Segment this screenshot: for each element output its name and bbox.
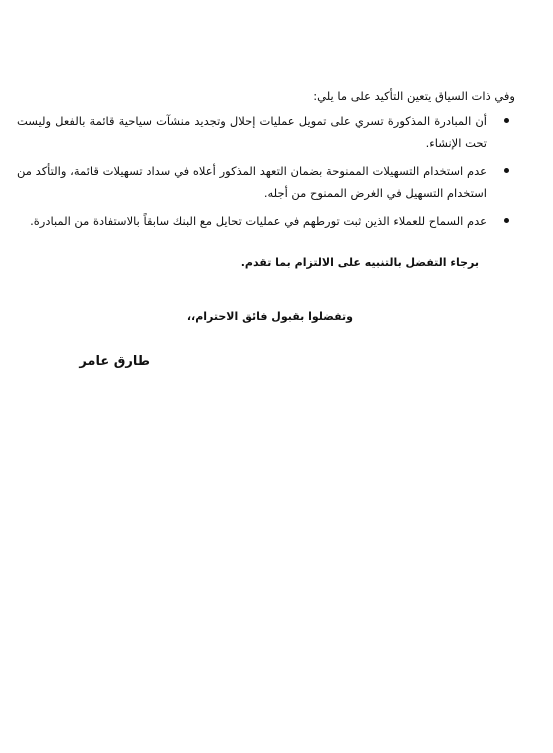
- list-item: [17, 110, 487, 154]
- closing-line: وتفضلوا بقبول فائق الاحترام،،: [186, 310, 353, 323]
- bullet-text: أن المبادرة المذكورة تسري على تمويل عمليات إحلال وتجديد منشآت سياحية قائمة بالفعل وليست تحت الإنشاء.: [17, 114, 487, 150]
- bullet-list: [17, 110, 511, 238]
- bullet-text: عدم استخدام التسهيلات الممنوحة بضمان التعهد المذكور أعلاه في سداد تسهيلات قائمة، والتأكد من استخدام التسهيل في الغرض الممنوح من أجله.: [17, 164, 487, 200]
- bullet-icon: [504, 118, 509, 123]
- list-item: [17, 160, 487, 204]
- list-item: [17, 210, 487, 232]
- bullet-icon: [504, 218, 509, 223]
- bullet-icon: [504, 168, 509, 173]
- request-line: برجاء التفضل بالتنبيه على الالتزام بما تقدم.: [240, 256, 479, 269]
- bullet-text: عدم السماح للعملاء الذين ثبت تورطهم في عمليات تحايل مع البنك سابقاً بالاستفادة من المبادرة.: [30, 214, 487, 228]
- intro-line: وفي ذات السياق يتعين التأكيد على ما يلي:: [313, 89, 515, 103]
- signature-name: طارق عامر: [79, 354, 150, 369]
